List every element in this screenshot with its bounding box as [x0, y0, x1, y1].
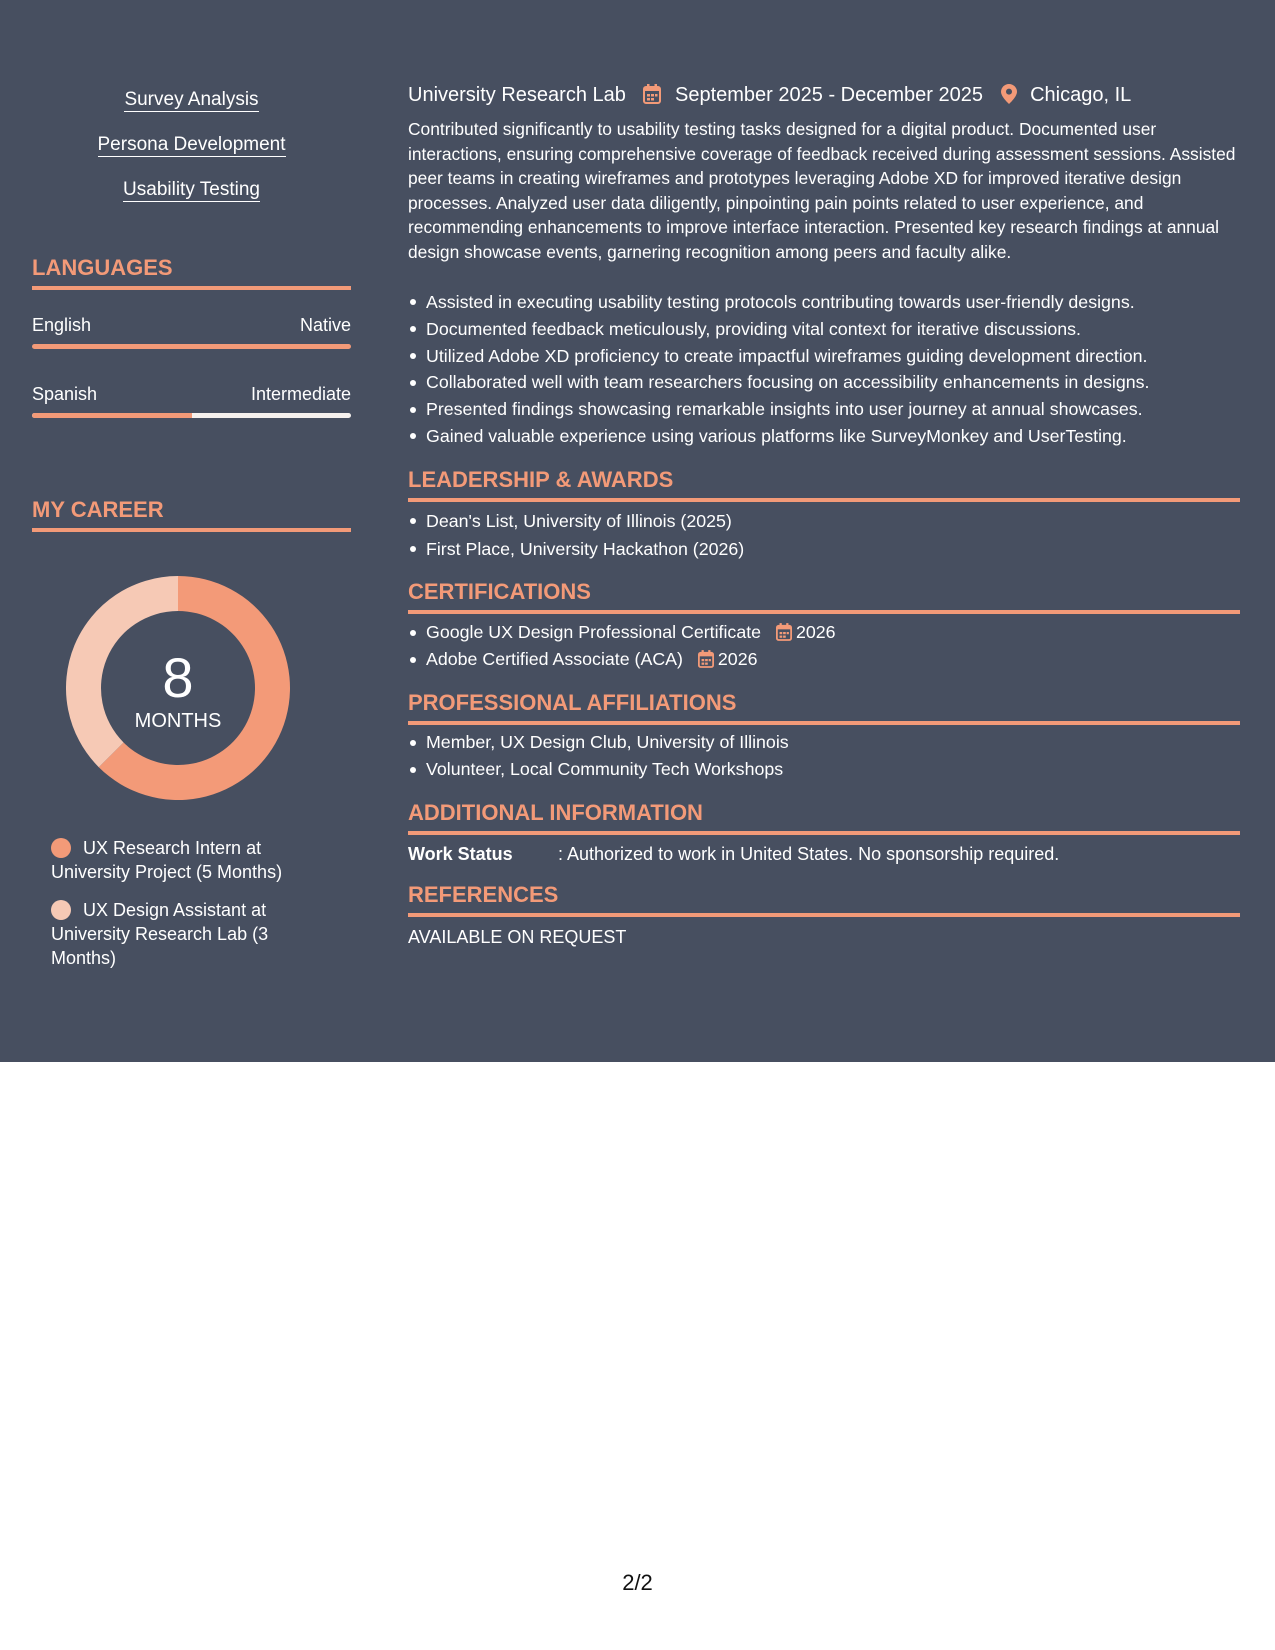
- references-text: AVAILABLE ON REQUEST: [408, 927, 627, 947]
- list-item: Collaborated well with team researchers focusing on accessibility enhancements in designs.: [408, 369, 1240, 396]
- work-status-row: [408, 842, 1059, 866]
- list-item: Presented findings showcasing remarkable insights into user journey at annual showcases.: [408, 396, 1240, 423]
- list-item: Member, UX Design Club, University of Illinois: [408, 729, 1240, 756]
- list-item: Documented feedback meticulously, providing vital context for iterative discussions.: [408, 316, 1240, 343]
- language-proficiency-bar: [32, 413, 351, 418]
- career-total-number: 8: [162, 646, 194, 709]
- certifications-list: [408, 619, 1240, 673]
- language-level: Native: [299, 315, 351, 335]
- job-location: Chicago, IL: [1030, 84, 1132, 106]
- career-heading: MY CAREER: [32, 496, 351, 532]
- additional-info-heading: ADDITIONAL INFORMATION: [408, 799, 1240, 835]
- job-bullet-list: [408, 289, 1240, 450]
- career-legend-item: [51, 836, 321, 884]
- job-header: [408, 82, 1131, 111]
- language-level: Intermediate: [250, 384, 351, 404]
- work-status-label: Work Status: [408, 844, 513, 864]
- skill-link[interactable]: [32, 88, 351, 112]
- certifications-heading: CERTIFICATIONS: [408, 578, 1240, 614]
- page-number: 2/2: [622, 1570, 653, 1595]
- affiliations-heading: PROFESSIONAL AFFILIATIONS: [408, 689, 1240, 725]
- language-proficiency-fill: [32, 413, 192, 418]
- job-description: Contributed significantly to usability testing tasks designed for a digital product. Documented user interactions, ensuring comprehensive coverage of feedback received during assessment sessions. Assisted peer teams in creating wireframes and prototypes leveraging Adobe XD for improved iterative design processes. Analyzed user data diligently, pinpointing pain points related to user experience, and recommending enhancements to improve interface interaction. Presented key research findings at annual design showcase events, garnering recognition among peers and faculty alike.: [408, 119, 1236, 262]
- language-row: [32, 314, 351, 336]
- languages-heading: LANGUAGES: [32, 254, 351, 290]
- language-name: Spanish: [32, 384, 98, 404]
- location-pin-icon: [1001, 84, 1017, 111]
- calendar-icon: [698, 650, 714, 668]
- language-proficiency-fill: [32, 344, 351, 349]
- legend-dot-icon: [51, 838, 71, 858]
- list-item: First Place, University Hackathon (2026): [408, 535, 1240, 563]
- certification-date: [698, 649, 758, 669]
- leadership-heading: LEADERSHIP & AWARDS: [408, 466, 1240, 502]
- career-legend-label: UX Design Assistant at University Research Lab (3 Months): [51, 900, 269, 968]
- career-legend-label: UX Research Intern at University Project (5 Months): [51, 838, 283, 882]
- certification-name: Google UX Design Professional Certificate: [426, 622, 762, 642]
- list-item: Assisted in executing usability testing protocols contributing towards user-friendly designs.: [408, 289, 1240, 316]
- affiliations-list: [408, 729, 1240, 783]
- references-heading: REFERENCES: [408, 881, 1240, 917]
- certification-name: Adobe Certified Associate (ACA): [426, 649, 683, 669]
- skill-link[interactable]: [32, 133, 351, 157]
- language-row: [32, 383, 351, 405]
- skill-label: Usability Testing: [123, 179, 260, 200]
- certification-item: [408, 646, 1240, 673]
- job-dates: September 2025 - December 2025: [675, 84, 983, 106]
- work-status-value: : Authorized to work in United States. No sponsorship required.: [558, 844, 1060, 864]
- list-item: Utilized Adobe XD proficiency to create impactful wireframes guiding development direction.: [408, 343, 1240, 370]
- language-proficiency-bar: [32, 344, 351, 349]
- list-item: Gained valuable experience using various platforms like SurveyMonkey and UserTesting.: [408, 423, 1240, 450]
- certification-date: [776, 622, 836, 642]
- legend-dot-icon: [51, 900, 71, 920]
- certification-item: [408, 619, 1240, 646]
- career-total-unit: MONTHS: [134, 710, 222, 732]
- calendar-icon: [643, 84, 661, 111]
- skill-label: Survey Analysis: [124, 89, 259, 110]
- list-item: Volunteer, Local Community Tech Workshops: [408, 756, 1240, 783]
- certification-year: 2026: [796, 622, 836, 642]
- leadership-list: [408, 507, 1240, 563]
- job-organization: University Research Lab: [408, 84, 626, 106]
- skill-link[interactable]: [32, 178, 351, 202]
- calendar-icon: [776, 623, 792, 641]
- skill-label: Persona Development: [97, 134, 286, 155]
- list-item: Dean's List, University of Illinois (2025): [408, 507, 1240, 535]
- career-legend-item: [51, 898, 321, 970]
- certification-year: 2026: [717, 649, 758, 669]
- language-name: English: [32, 315, 92, 335]
